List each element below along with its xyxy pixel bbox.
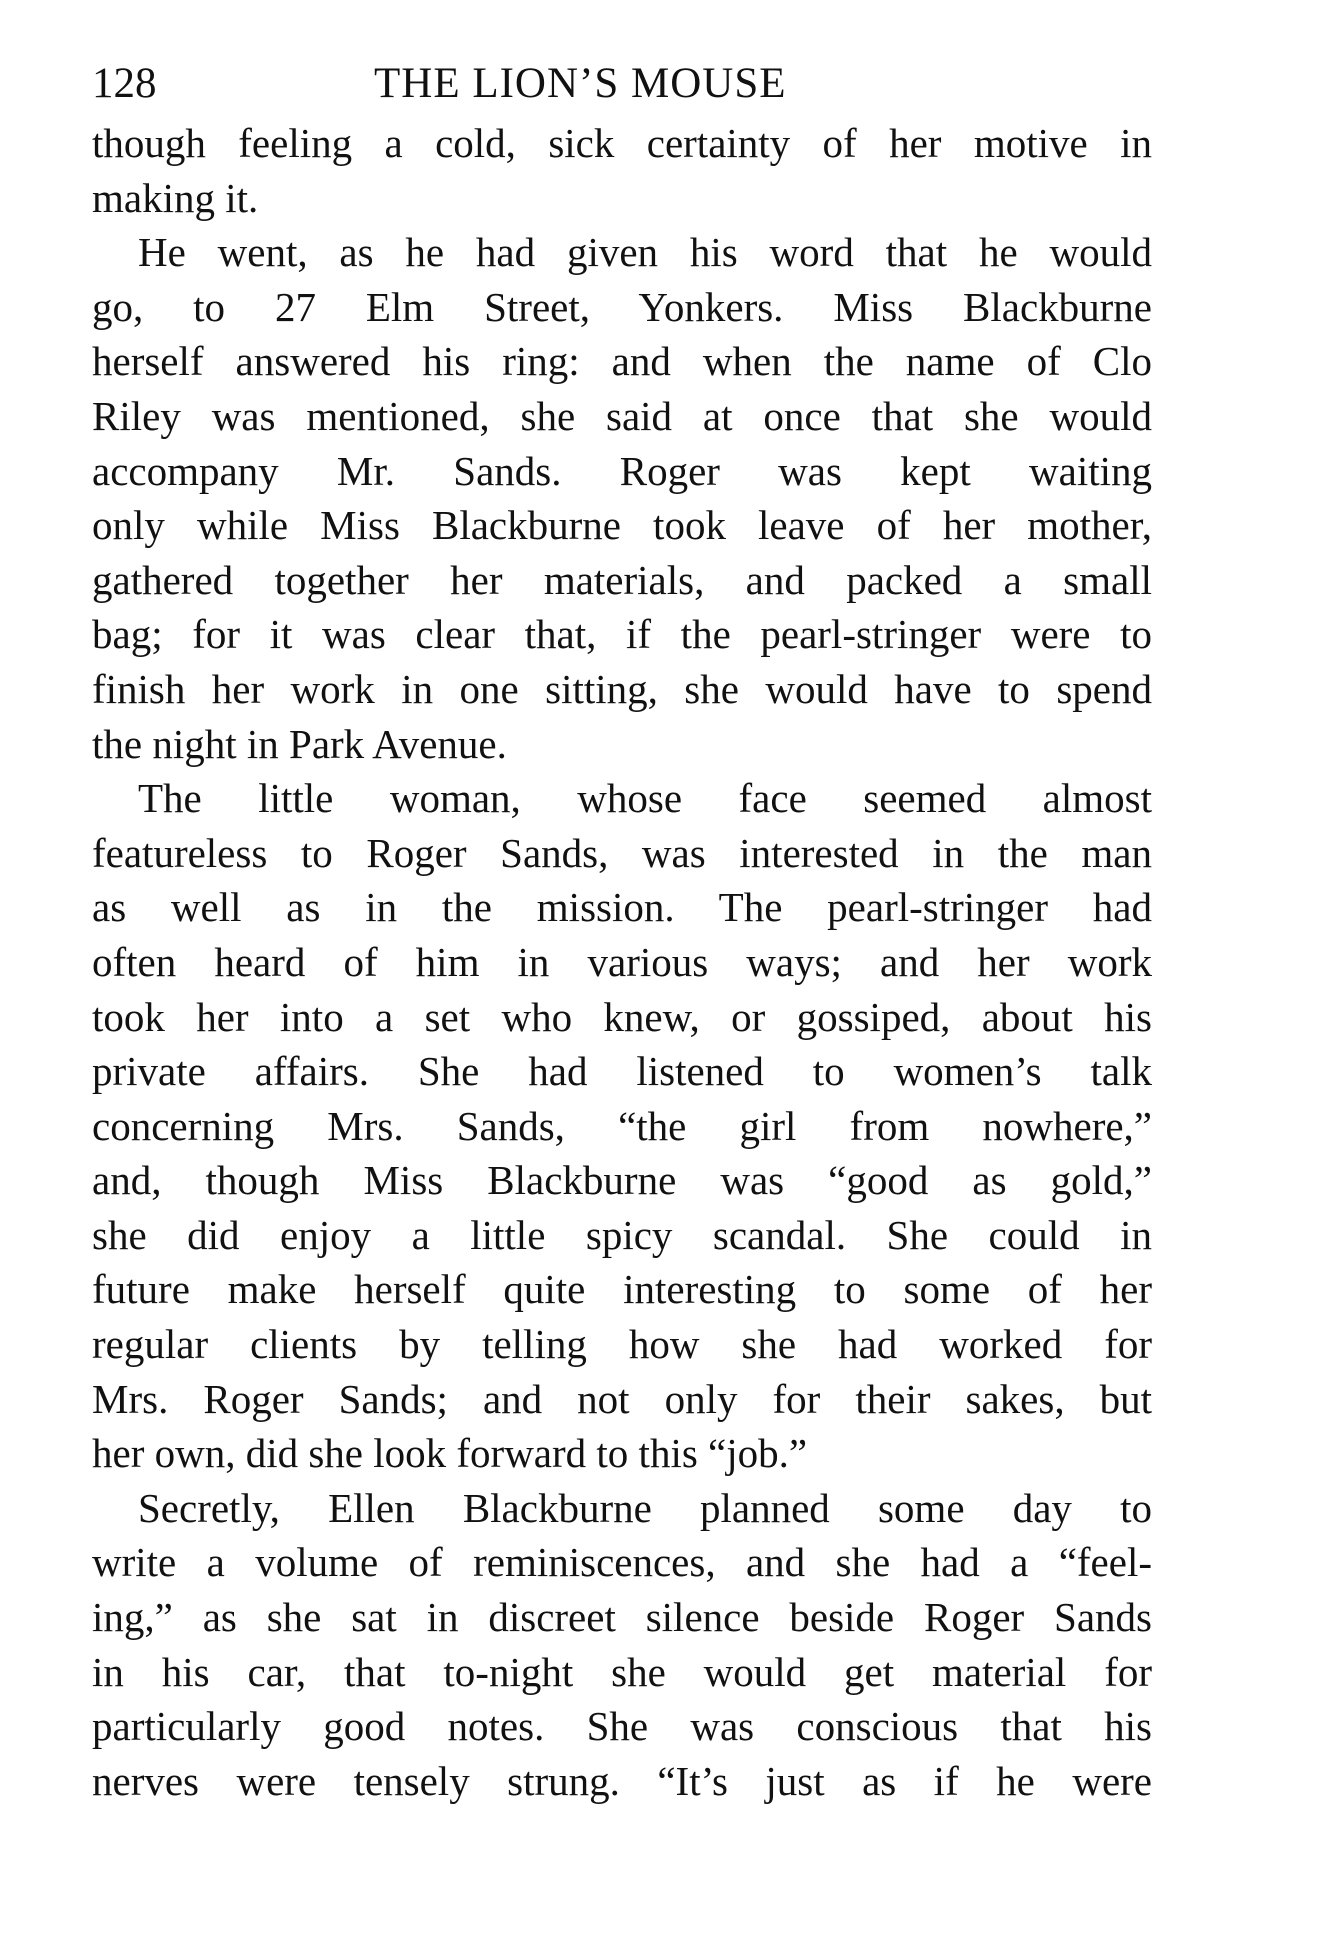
text-line: she did enjoy a little spicy scandal. She could in (92, 1211, 1152, 1258)
text-line: gathered together her materials, and packed a small (92, 556, 1152, 603)
text-line: Mrs. Roger Sands; and not only for their sakes, but (92, 1375, 1152, 1422)
text-line: Riley was mentioned, she said at once that she would (92, 392, 1152, 439)
text-line: took her into a set who knew, or gossiped, about his (92, 993, 1152, 1040)
page-number: 128 (92, 60, 157, 107)
paragraph-first-line: He went, as he had given his word that he would (138, 229, 1152, 276)
running-title: THE LION’S MOUSE (374, 60, 787, 107)
text-line: accompany Mr. Sands. Roger was kept waiting (92, 447, 1152, 494)
text-line: nerves were tensely strung. “It’s just as if he were (92, 1757, 1152, 1804)
book-page (92, 52, 1152, 1808)
paragraph-first-line: Secretly, Ellen Blackburne planned some day to (138, 1484, 1152, 1531)
text-line: go, to 27 Elm Street, Yonkers. Miss Blackburne (92, 283, 1152, 330)
text-line: particularly good notes. She was conscious that his (92, 1703, 1152, 1750)
body-text (92, 116, 1152, 1808)
text-line: herself answered his ring: and when the name of Clo (92, 338, 1152, 385)
text-line: and, though Miss Blackburne was “good as gold,” (92, 1157, 1152, 1204)
text-line: write a volume of reminiscences, and she had a “feel- (92, 1539, 1152, 1586)
text-line: often heard of him in various ways; and her work (92, 938, 1152, 985)
text-line: bag; for it was clear that, if the pearl-stringer were to (92, 611, 1152, 658)
text-line: making it. (92, 174, 259, 221)
page-header (92, 52, 1152, 116)
text-line: future make herself quite interesting to some of her (92, 1266, 1152, 1313)
text-line: her own, did she look forward to this “job.” (92, 1430, 808, 1477)
text-line: though feeling a cold, sick certainty of her motive in (92, 120, 1152, 166)
text-line: finish her work in one sitting, she would have to spend (92, 665, 1152, 712)
text-line: regular clients by telling how she had worked for (92, 1321, 1152, 1368)
text-line: private affairs. She had listened to women’s talk (92, 1048, 1152, 1095)
text-line: featureless to Roger Sands, was interested in the man (92, 829, 1152, 876)
text-line: concerning Mrs. Sands, “the girl from nowhere,” (92, 1102, 1152, 1149)
text-line: only while Miss Blackburne took leave of her mother, (92, 502, 1152, 549)
text-line: ing,” as she sat in discreet silence beside Roger Sands (92, 1594, 1152, 1641)
text-line: in his car, that to-night she would get material for (92, 1648, 1152, 1695)
text-line: as well as in the mission. The pearl-stringer had (92, 884, 1152, 931)
text-line: the night in Park Avenue. (92, 720, 507, 767)
paragraph-first-line: The little woman, whose face seemed almost (138, 775, 1152, 822)
